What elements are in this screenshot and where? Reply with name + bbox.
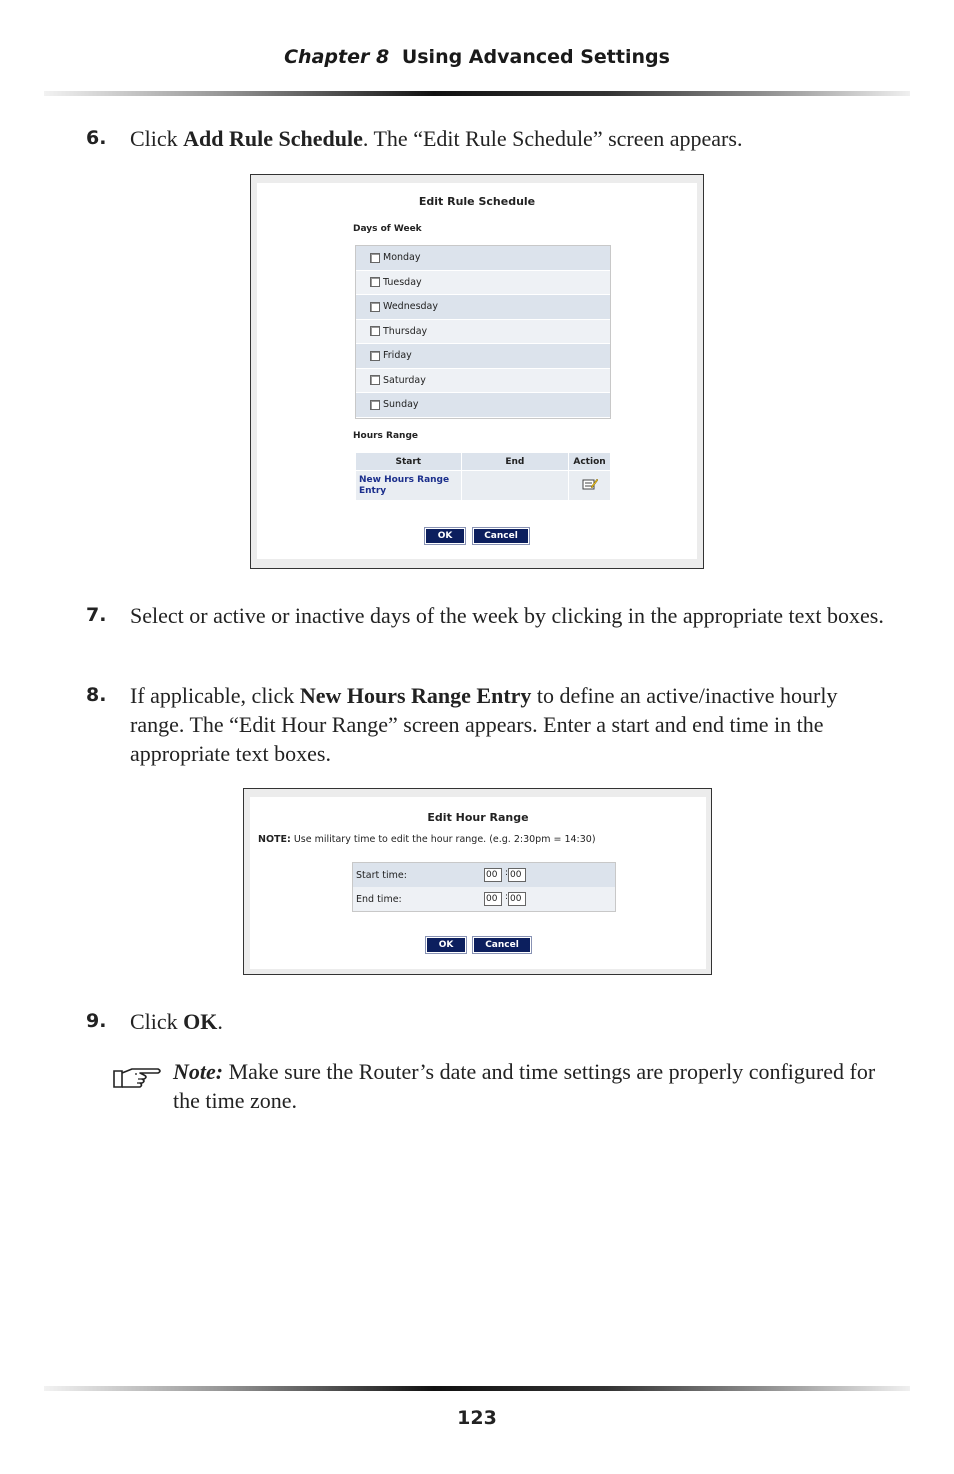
start-minute-input[interactable]: 00 [508,868,526,882]
monday-checkbox[interactable] [370,253,380,263]
pointing-hand-icon [112,1061,164,1098]
running-header [0,46,954,68]
chapter-label: Chapter 8 [284,46,390,68]
step-9 [86,1007,886,1036]
end-time-row: End time: 00 : 00 [353,887,615,911]
ok-ref: OK [183,1009,218,1034]
page-number: 123 [457,1407,497,1429]
hours-range-table [355,452,611,501]
day-row-thursday[interactable]: Thursday [356,320,610,345]
end-hour-input[interactable]: 00 [484,892,502,906]
ok-button[interactable]: OK [425,528,465,544]
note-block [112,1057,892,1115]
chapter-title: Using Advanced Settings [401,46,670,68]
step-text: If applicable, click New Hours Range Entry to define an active/inactive hourly range. The “Edit Hour Range” screen appears. Enter a start and end time in the appropriate text boxes. [130,683,838,766]
action-cell [569,471,611,501]
cancel-button[interactable]: Cancel [473,937,531,953]
friday-checkbox[interactable] [370,351,380,361]
header-rule [44,91,910,96]
edit-rule-schedule-screenshot [250,174,704,569]
new-hours-range-entry-ref: New Hours Range Entry [299,683,532,708]
step-6 [86,124,886,153]
step-8 [86,681,886,768]
end-time-label: End time: [356,893,402,905]
add-rule-schedule-ref: Add Rule Schedule [183,126,363,151]
wednesday-checkbox[interactable] [370,302,380,312]
edit-hour-range-screenshot [243,788,712,975]
day-row-friday[interactable]: Friday [356,344,610,369]
end-minute-input[interactable]: 00 [508,892,526,906]
step-number: 9. [86,1010,107,1032]
step-text: Click Add Rule Schedule. The “Edit Rule Schedule” screen appears. [130,126,743,151]
edit-icon[interactable] [582,478,598,490]
start-time-row: Start time: 00 : 00 [353,863,615,887]
day-row-saturday[interactable]: Saturday [356,369,610,394]
day-row-wednesday[interactable]: Wednesday [356,295,610,320]
footer-rule [44,1386,910,1391]
step-text: Select or active or inactive days of the week by clicking in the appropriate text boxes. [130,603,884,628]
step-7 [86,601,886,630]
step-number: 8. [86,684,107,706]
col-action: Action [569,453,611,471]
step-text: Click OK. [130,1009,223,1034]
days-of-week-label: Days of Week [353,224,422,234]
new-hours-range-entry-link[interactable]: New Hours Range Entry [356,471,462,501]
days-list [355,245,611,419]
end-cell [461,471,568,501]
col-start: Start [356,453,462,471]
screen-title: Edit Hour Range [427,811,529,824]
tuesday-checkbox[interactable] [370,277,380,287]
day-row-tuesday[interactable]: Tuesday [356,271,610,296]
day-row-sunday[interactable]: Sunday [356,393,610,418]
col-end: End [461,453,568,471]
step-number: 6. [86,127,107,149]
sunday-checkbox[interactable] [370,400,380,410]
time-table [352,862,616,912]
ok-button[interactable]: OK [426,937,466,953]
hours-range-label: Hours Range [353,431,419,441]
screen-title: Edit Rule Schedule [418,195,536,208]
saturday-checkbox[interactable] [370,375,380,385]
day-row-monday[interactable]: Monday [356,246,610,271]
start-time-label: Start time: [356,869,407,881]
note-text: Note: Make sure the Router’s date and time settings are properly configured for the time zone. [173,1059,876,1113]
thursday-checkbox[interactable] [370,326,380,336]
start-hour-input[interactable]: 00 [484,868,502,882]
step-number: 7. [86,604,107,626]
military-time-note: NOTE: Use military time to edit the hour range. (e.g. 2:30pm = 14:30) [258,834,596,845]
cancel-button[interactable]: Cancel [473,528,529,544]
